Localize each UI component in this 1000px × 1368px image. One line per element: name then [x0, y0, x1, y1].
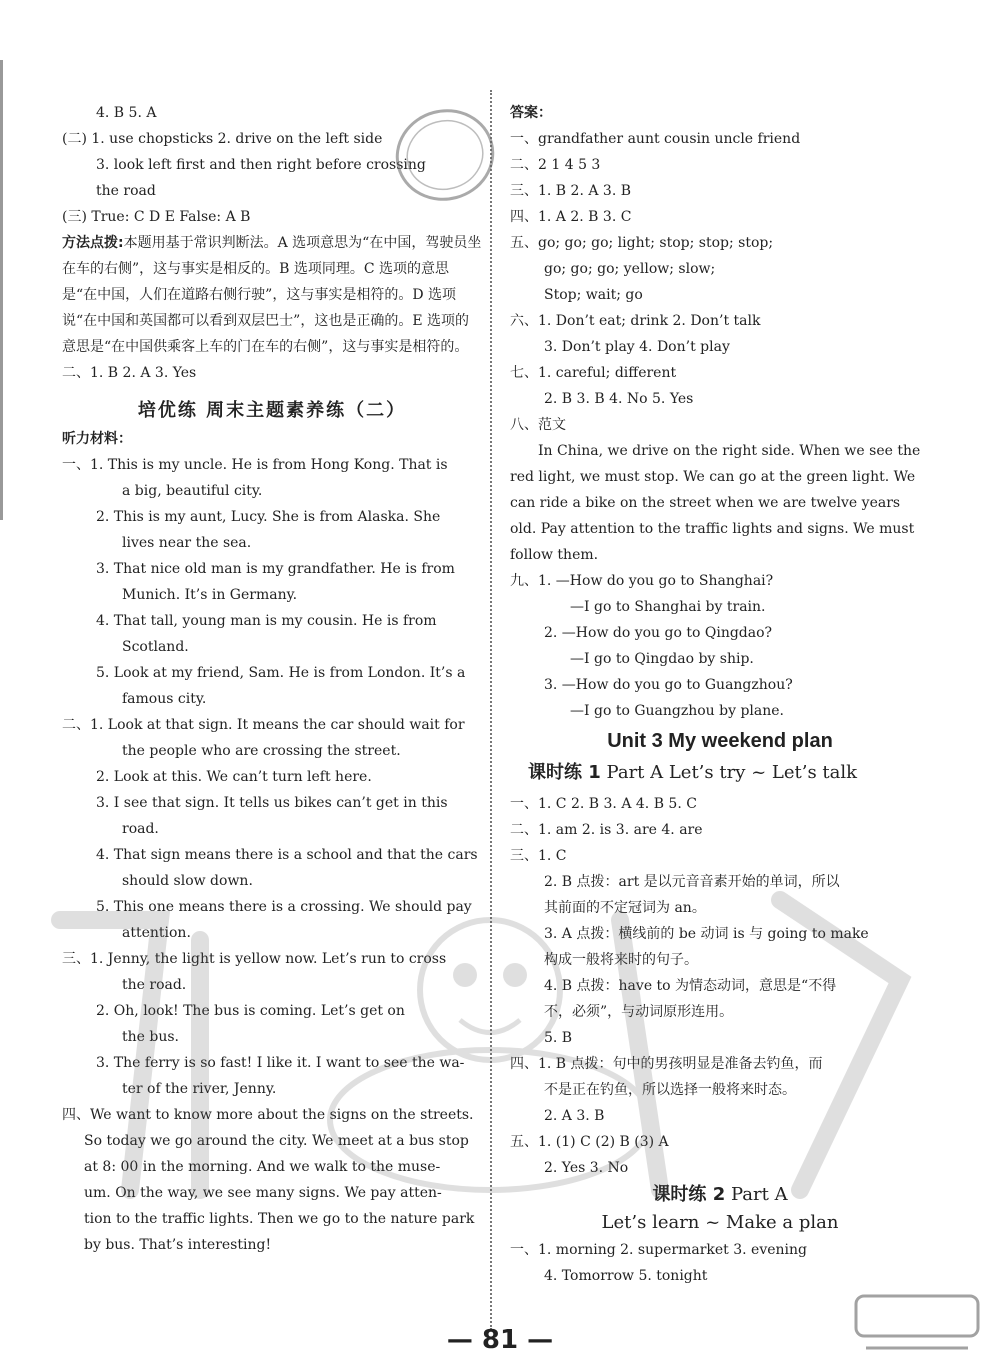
- answer-line: (三) True: C D E False: A B: [62, 209, 251, 225]
- left-column: [62, 100, 482, 1258]
- answer-line: (二) 1. use chopsticks 2. drive on the left side: [62, 131, 383, 147]
- scan-edge-mark: [0, 60, 17, 520]
- listening-line: road.: [122, 821, 159, 837]
- answer-line: go; go; go; yellow; slow;: [544, 261, 716, 277]
- answer-line: 4. Tomorrow 5. tonight: [544, 1268, 708, 1284]
- lesson1-heading: [510, 759, 930, 787]
- answer-line: 二、1. am 2. is 3. are 4. are: [510, 822, 703, 838]
- listening-line: lives near the sea.: [122, 535, 252, 551]
- lesson1-name: 课时练 1: [528, 762, 601, 783]
- lesson2-heading: [510, 1181, 930, 1209]
- method-tip-text: 本题用基于常识判断法。A 选项意思为“在中国，驾驶员坐在车的右侧”，这与事实是相反的。B 选项同理。C 选项的意思是“在中国，人们在道路右侧行驶”，这与事实是相符的。D 选项说“在中国和英国都可以看到双层巴士”，这也是正确的。E 选项的意思是“在中国供乘客上车的门在车的右侧”，这与事实是相符的。: [62, 235, 482, 355]
- column-divider: [490, 90, 492, 1330]
- listening-line: ter of the river, Jenny.: [122, 1081, 277, 1097]
- answer-line: 五、1. (1) C (2) B (3) A: [510, 1134, 669, 1150]
- answer-line: 二、2 1 4 5 3: [510, 157, 601, 173]
- listening-line: So today we go around the city. We meet at a bus stop: [84, 1133, 469, 1149]
- listening-line: 2. Oh, look! The bus is coming. Let’s get on: [96, 1003, 405, 1019]
- answers-list: [510, 126, 930, 412]
- answer-line: 一、1. morning 2. supermarket 3. evening: [510, 1242, 807, 1258]
- listening-material: [62, 452, 482, 1258]
- listening-line: should slow down.: [122, 873, 253, 889]
- listening-line: the road.: [122, 977, 187, 993]
- lesson2-answers: [510, 1237, 930, 1289]
- listening-line: 一、1. This is my uncle. He is from Hong Kong. That is: [62, 457, 448, 473]
- listening-line: famous city.: [122, 691, 207, 707]
- dialogue-line: 2. —How do you go to Qingdao?: [544, 625, 773, 641]
- answer-line: 三、1. C: [510, 848, 567, 864]
- listening-label: 听力材料：: [62, 431, 132, 447]
- answer-line: 不是正在钓鱼，所以选择一般将来时态。: [544, 1082, 796, 1098]
- lesson2-subtitle: Let’s learn ~ Make a plan: [601, 1212, 839, 1233]
- dialogue-line: 3. —How do you go to Guangzhou?: [544, 677, 793, 693]
- listening-line: by bus. That’s interesting!: [84, 1237, 272, 1253]
- page-number: — 81 —: [446, 1325, 554, 1355]
- lesson1-answers: [510, 791, 930, 1181]
- listening-line: 四、We want to know more about the signs on the streets.: [62, 1107, 474, 1123]
- dialogue-line: —I go to Guangzhou by plane.: [570, 703, 784, 719]
- listening-line: attention.: [122, 925, 191, 941]
- dialogue-line: —I go to Shanghai by train.: [570, 599, 766, 615]
- answer-line: 4. B 点拨：have to 为情态动词，意思是“不得: [544, 978, 837, 994]
- answers-label: 答案：: [510, 105, 552, 121]
- dialogue-line: —I go to Qingdao by ship.: [570, 651, 754, 667]
- answer-line: 三、1. B 2. A 3. B: [510, 183, 632, 199]
- listening-line: 4. That tall, young man is my cousin. He is from: [96, 613, 437, 629]
- right-column: [510, 100, 930, 1289]
- listening-line: 5. This one means there is a crossing. We should pay: [96, 899, 472, 915]
- answer-line: 一、grandfather aunt cousin uncle friend: [510, 131, 801, 147]
- answer-line: 3. look left first and then right before crossing: [96, 157, 426, 173]
- section-title: 培优练 周末主题素养练（二）: [137, 400, 407, 421]
- answer-line: the road: [96, 183, 156, 199]
- unit-title: Unit 3 My weekend plan: [607, 730, 833, 752]
- listening-line: 2. This is my aunt, Lucy. She is from Alaska. She: [96, 509, 441, 525]
- answer-line: 一、1. C 2. B 3. A 4. B 5. C: [510, 796, 697, 812]
- listening-line: 3. That nice old man is my grandfather. He is from: [96, 561, 455, 577]
- answer-line: 2. A 3. B: [544, 1108, 605, 1124]
- lesson2-part: Part A: [730, 1184, 788, 1205]
- method-tip-label: 方法点拨:: [62, 235, 124, 251]
- answer-line: 2. Yes 3. No: [544, 1160, 629, 1176]
- answer-line: 不，必须”，与动词原形连用。: [544, 1004, 734, 1020]
- listening-line: 5. Look at my friend, Sam. He is from London. It’s a: [96, 665, 466, 681]
- lesson2-name: 课时练 2: [652, 1184, 726, 1205]
- listening-line: Scotland.: [122, 639, 189, 655]
- answer-line: 四、1. A 2. B 3. C: [510, 209, 632, 225]
- listening-line: um. On the way, we see many signs. We pay atten-: [84, 1185, 442, 1201]
- listening-line: Munich. It’s in Germany.: [122, 587, 298, 603]
- dialogue-answers: [510, 568, 930, 724]
- stamp-seal-icon: [390, 100, 500, 210]
- answer-line: 2. B 3. B 4. No 5. Yes: [544, 391, 694, 407]
- listening-line: 2. Look at this. We can’t turn left here.: [96, 769, 372, 785]
- lesson1-part: Part A Let’s try ~ Let’s talk: [606, 762, 858, 783]
- listening-line: the people who are crossing the street.: [122, 743, 401, 759]
- listening-line: 4. That sign means there is a school and that the cars: [96, 847, 478, 863]
- answer-line: 5. B: [544, 1030, 573, 1046]
- answer-line: 六、1. Don’t eat; drink 2. Don’t talk: [510, 313, 761, 329]
- listening-line: 二、1. Look at that sign. It means the car should wait for: [62, 717, 465, 733]
- answer-line: 其前面的不定冠词为 an。: [544, 900, 706, 916]
- answer-line: 2. B 点拨：art 是以元音音素开始的单词，所以: [544, 874, 840, 890]
- method-tip: [62, 230, 482, 360]
- listening-line: 3. The ferry is so fast! I like it. I want to see the wa-: [96, 1055, 465, 1071]
- answer-line: 四、1. B 点拨：句中的男孩明显是准备去钓鱼，而: [510, 1056, 823, 1072]
- answer-line: 4. B 5. A: [96, 105, 157, 121]
- listening-line: the bus.: [122, 1029, 179, 1045]
- answer-line: 3. A 点拨：横线前的 be 动词 is 与 going to make: [544, 926, 869, 942]
- listening-line: a big, beautiful city.: [122, 483, 263, 499]
- essay-label: 八、范文: [510, 417, 566, 433]
- answer-line: 3. Don’t play 4. Don’t play: [544, 339, 730, 355]
- listening-line: tion to the traffic lights. Then we go to the nature park: [84, 1211, 475, 1227]
- essay-text: In China, we drive on the right side. When we see the red light, we must stop. We can go at the green light. We can ride a bike on the street when we are twelve years old. Pay attention to the traffic lights and signs. We must follow them.: [510, 443, 921, 563]
- after-method-answer: 二、1. B 2. A 3. Yes: [62, 365, 197, 381]
- answer-line: 构成一般将来时的句子。: [544, 952, 698, 968]
- listening-line: 三、1. Jenny, the light is yellow now. Let’s run to cross: [62, 951, 447, 967]
- answer-line: Stop; wait; go: [544, 287, 643, 303]
- answer-line: 五、go; go; go; light; stop; stop; stop;: [510, 235, 774, 251]
- answer-line: 七、1. careful; different: [510, 365, 677, 381]
- listening-line: 3. I see that sign. It tells us bikes can’t get in this: [96, 795, 448, 811]
- listening-line: at 8: 00 in the morning. And we walk to the muse-: [84, 1159, 441, 1175]
- dialogue-line: 九、1. —How do you go to Shanghai?: [510, 573, 774, 589]
